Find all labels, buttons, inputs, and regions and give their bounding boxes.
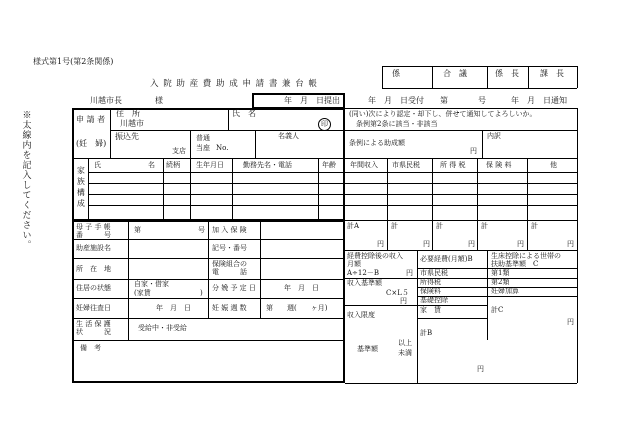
approval-aigi: 合 議 <box>443 69 467 78</box>
kei-a-label: 計A <box>347 222 360 230</box>
a12b-yen: 円 <box>406 269 413 277</box>
resident-tax-label: 市県民税 <box>420 269 448 277</box>
consent-line1: (同い)次により認定・却下し、併せて通知してよろしいか。 <box>349 110 537 118</box>
visit-date-value[interactable]: 年 月 日 <box>156 304 191 312</box>
kei-label-1: 計 <box>391 222 398 230</box>
family-header-income-tax: 所 得 税 <box>440 161 466 169</box>
name-label: 氏 名 <box>232 109 256 118</box>
applicant-label: 申 請 者 <box>76 115 106 124</box>
visit-date-label: 妊婦往査日 <box>76 304 111 312</box>
needed-expenses-label: 必要経費(月額)B <box>420 255 473 263</box>
yen-4: 円 <box>517 240 524 248</box>
income-std-label: 収入基準額 <box>347 279 382 287</box>
handbook-go: 号 <box>198 226 205 234</box>
remarks-label: 備 考 <box>80 344 101 352</box>
insurance-phone-label: 保険組合の 電 話 <box>212 260 247 277</box>
notified-date[interactable]: 年 月 日通知 <box>511 96 567 105</box>
symbol-number-label: 記号・番号 <box>212 244 247 252</box>
applicant-sub-label: (妊 婦) <box>76 139 107 148</box>
branch-label: 支店 <box>172 147 186 155</box>
yen-2: 円 <box>423 240 430 248</box>
insurance-label: 加 入 保 険 <box>212 226 247 234</box>
maternity-handbook-label: 母 子 手 帳 番 号 <box>76 223 111 240</box>
form-title: 入 院 助 産 費 助 成 申 請 書 兼 台 帳 <box>150 79 318 89</box>
submitted-date[interactable]: 年 月 日提出 <box>284 96 340 105</box>
addressee-sama: 様 <box>155 96 163 105</box>
due-date-label: 分 娩 予 定 日 <box>212 284 256 292</box>
kei-c-yen: 円 <box>567 318 574 326</box>
account-type-current[interactable]: 当座 <box>196 144 210 152</box>
above-label: 以上 <box>398 339 412 347</box>
a12b-label: A÷12－B <box>347 269 379 277</box>
aid-amount-yen: 円 <box>470 147 477 155</box>
premium-label: 保険料 <box>420 287 441 295</box>
residence-label: 住居の状態 <box>76 284 111 292</box>
aid-amount-label: 条例による助成額 <box>349 139 405 147</box>
cx15-label: C×L５ <box>386 289 409 297</box>
handbook-dai: 第 <box>134 226 141 234</box>
hospital-label: 助産施設名 <box>76 244 111 252</box>
kei-c-label: 計C <box>491 306 504 314</box>
submit-box <box>252 93 345 109</box>
rent-label: 家 賃 <box>420 306 441 314</box>
residence-close: ) <box>200 289 203 297</box>
cx15-yen: 円 <box>400 297 407 305</box>
class2-label: 第2類 <box>491 278 510 286</box>
basic-deduction-label: 基礎控除 <box>420 296 448 304</box>
family-header-income: 年間収入 <box>350 161 378 169</box>
welfare-options[interactable]: 受給中・非受給 <box>138 324 187 332</box>
breakdown-label: 内訳 <box>487 132 501 140</box>
side-note: ※太線内を記入してください。 <box>20 110 31 250</box>
kei-label-4: 計 <box>531 222 538 230</box>
standard-amount-label: 基準額 <box>357 345 378 353</box>
addressee-mayor: 川越市長 <box>90 96 122 105</box>
address-value[interactable]: 川越市 <box>120 119 144 128</box>
below-label: 未満 <box>398 349 412 357</box>
yen-5: 円 <box>567 240 574 248</box>
approval-kakari: 係 <box>392 69 400 78</box>
kei-b-yen: 円 <box>477 365 484 373</box>
form-number: 様式第1号(第2条関係) <box>33 57 114 66</box>
residence-options[interactable]: 自家・借家 <box>134 280 169 288</box>
yen-1: 円 <box>377 240 384 248</box>
weeks-value[interactable]: 第 週( ヶ月) <box>266 304 328 312</box>
seal-icon: 印 <box>318 118 331 131</box>
family-header-premium: 保 険 料 <box>486 161 512 169</box>
household-std-label: 生床控除による世帯の 扶助基準額 C <box>491 252 561 269</box>
address-label: 住 所 <box>116 109 140 118</box>
residence-rent[interactable]: (家賃 <box>134 289 151 297</box>
income-after-label: 経費控除後の収入 月額 <box>347 252 403 269</box>
family-header-relation: 続柄 <box>166 161 180 169</box>
due-date-value[interactable]: 年 月 日 <box>284 284 319 292</box>
kei-label-3: 計 <box>481 222 488 230</box>
account-type-regular[interactable]: 普通 <box>196 134 210 142</box>
approval-kakaricho: 係 長 <box>495 69 519 78</box>
approval-kacho: 課 長 <box>540 69 564 78</box>
account-no-label: No. <box>216 144 229 152</box>
bank-label: 振込先 <box>115 132 139 141</box>
kei-label-2: 計 <box>436 222 443 230</box>
location-label: 所 在 地 <box>76 265 111 273</box>
family-header-other: 他 <box>550 161 557 169</box>
welfare-label: 生 活 保 護 状 況 <box>76 320 111 337</box>
family-header-employer: 勤務先名・電話 <box>243 161 292 169</box>
consent-line2: 条例第2条に該当・非該当 <box>356 120 438 128</box>
class1-label: 第1類 <box>491 269 510 277</box>
pregnant-addition-label: 妊婦加算 <box>491 287 519 295</box>
weeks-label: 妊 娠 週 数 <box>212 304 247 312</box>
family-label: 家族構成 <box>76 166 86 210</box>
yen-3: 円 <box>468 240 475 248</box>
kei-b-label: 計B <box>420 329 433 337</box>
family-header-age: 年齢 <box>322 161 336 169</box>
received-go: 号 <box>478 96 486 105</box>
family-header-resident-tax: 市県民税 <box>392 161 420 169</box>
family-header-mei: 名 <box>148 161 155 169</box>
family-header-birthdate: 生年月日 <box>196 161 224 169</box>
income-limit-label: 収入限度 <box>347 311 375 319</box>
income-tax-label: 所得税 <box>420 278 441 286</box>
family-header-shi: 氏 <box>94 161 101 169</box>
received-no-label: 第 <box>440 96 448 105</box>
holder-label: 名義人 <box>278 132 299 140</box>
received-date[interactable]: 年 月 日受付 <box>368 96 424 105</box>
